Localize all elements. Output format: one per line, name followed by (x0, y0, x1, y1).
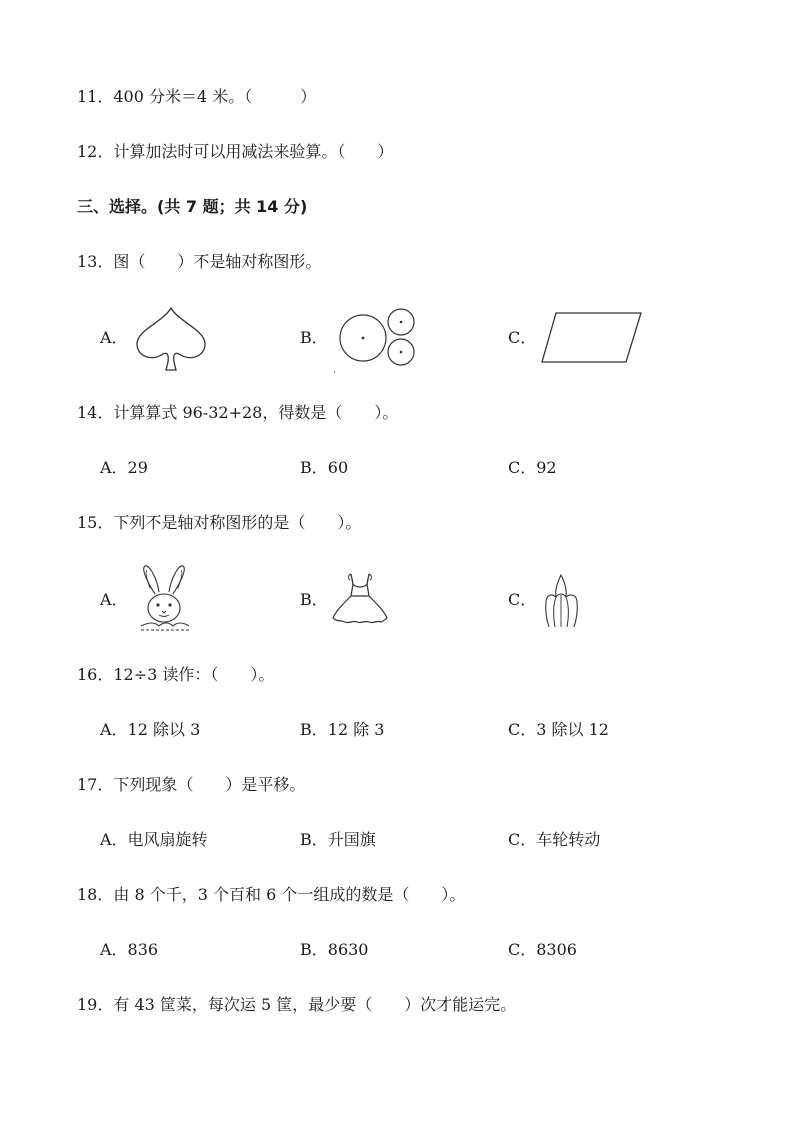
option-a[interactable]: A．12 除以 3 (100, 720, 201, 739)
option-b[interactable]: B．8630 (300, 940, 369, 959)
option-a[interactable]: A． (100, 328, 128, 347)
parallelogram-figure (540, 310, 644, 370)
bamboo-shoot-figure (543, 573, 581, 633)
question-15-stem: 15．下列不是轴对称图形的是（ ）。 (77, 513, 362, 532)
question-17-stem: 17．下列现象（ ）是平移。 (77, 775, 306, 794)
option-a[interactable]: A．电风扇旋转 (100, 830, 208, 849)
option-b[interactable]: B．60 (300, 458, 349, 477)
section-heading-choice: 三、选择。(共 7 题；共 14 分) (77, 197, 308, 216)
question-13-stem: 13．图（ ）不是轴对称图形。 (77, 252, 322, 271)
question-11: 11．400 分米＝4 米。（ ） (77, 87, 317, 106)
question-12: 12．计算加法时可以用减法来验算。（ ） (77, 142, 394, 161)
dress-figure (331, 572, 389, 632)
option-a[interactable]: A． (100, 590, 128, 609)
spade-shape-figure (133, 306, 209, 376)
option-c[interactable]: C．车轮转动 (508, 830, 601, 849)
option-a[interactable]: A．836 (100, 940, 159, 959)
option-b[interactable]: B． (300, 328, 328, 347)
question-18-stem: 18．由 8 个千，3 个百和 6 个一组成的数是（ ）。 (77, 885, 466, 904)
question-19: 19．有 43 筐菜，每次运 5 筐，最少要（ ）次才能运完。 (77, 995, 517, 1014)
option-b[interactable]: B．12 除 3 (300, 720, 385, 739)
option-c[interactable]: C．3 除以 12 (508, 720, 609, 739)
three-circles-figure (334, 304, 424, 380)
option-b[interactable]: B．升国旗 (300, 830, 376, 849)
option-a[interactable]: A．29 (100, 458, 148, 477)
question-16-stem: 16．12÷3 读作：（ ）。 (77, 665, 275, 684)
option-c[interactable]: C．8306 (508, 940, 577, 959)
rabbit-figure (135, 564, 193, 638)
option-b[interactable]: B． (300, 590, 328, 609)
option-c[interactable]: C． (508, 328, 537, 347)
question-14-stem: 14．计算算式 96-32+28，得数是（ ）。 (77, 403, 399, 422)
option-c[interactable]: C． (508, 590, 537, 609)
option-c[interactable]: C．92 (508, 458, 557, 477)
